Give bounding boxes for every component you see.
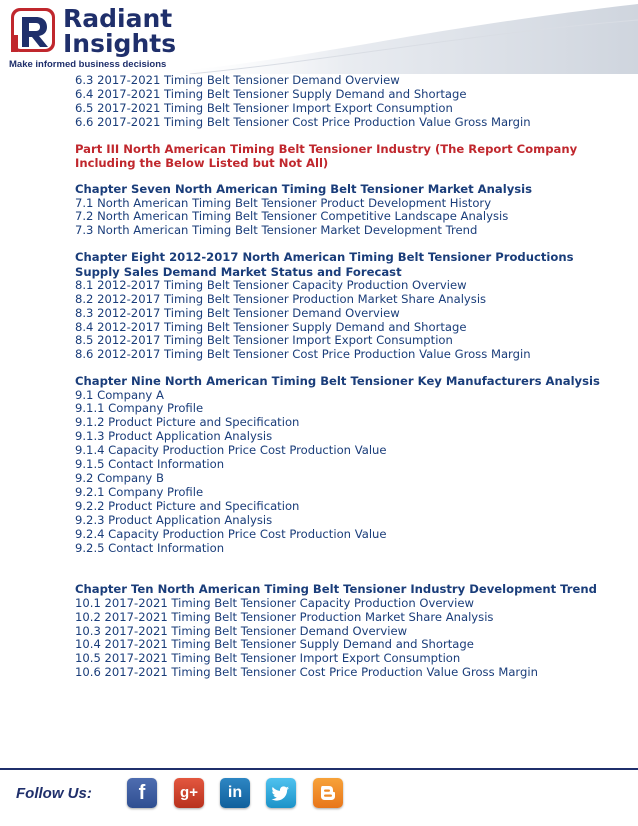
chapter-nine-title: Chapter Nine North American Timing Belt Tensioner Key Manufacturers Analysis bbox=[75, 374, 600, 389]
list-item: 8.5 2012-2017 Timing Belt Tensioner Import Export Consumption bbox=[75, 333, 453, 348]
list-item: 9.2.2 Product Picture and Specification bbox=[75, 498, 300, 513]
list-item: 10.1 2017-2021 Timing Belt Tensioner Capacity Production Overview bbox=[75, 595, 474, 610]
section-6-list bbox=[75, 74, 615, 130]
blogger-b-icon bbox=[313, 778, 343, 808]
chapter-eight-title: Chapter Eight 2012-2017 North American Timing Belt Tensioner Productions bbox=[75, 250, 574, 265]
list-item: 6.5 2017-2021 Timing Belt Tensioner Import Export Consumption bbox=[75, 100, 453, 115]
chapter-eight-title-cont: Supply Sales Demand Market Status and Forecast bbox=[75, 264, 402, 279]
list-item: 9.2.1 Company Profile bbox=[75, 484, 204, 499]
list-item: 10.6 2017-2021 Timing Belt Tensioner Cost Price Production Value Gross Margin bbox=[75, 665, 538, 680]
list-item: 8.3 2012-2017 Timing Belt Tensioner Demand Overview bbox=[75, 305, 400, 320]
list-item: 9.2.5 Contact Information bbox=[75, 540, 225, 555]
chapter-seven-title: Chapter Seven North American Timing Belt Tensioner Market Analysis bbox=[75, 182, 533, 197]
chapter-ten-title: Chapter Ten North American Timing Belt Tensioner Industry Development Trend bbox=[75, 582, 597, 597]
page-header bbox=[0, 0, 638, 74]
list-item: 6.3 2017-2021 Timing Belt Tensioner Demand Overview bbox=[75, 73, 400, 87]
list-item: 9.1 Company A bbox=[75, 387, 164, 402]
follow-us-label: Follow Us: bbox=[16, 785, 92, 802]
twitter-bird-icon bbox=[266, 778, 296, 808]
list-item: 9.2.3 Product Application Analysis bbox=[75, 512, 273, 527]
list-item: 8.2 2012-2017 Timing Belt Tensioner Production Market Share Analysis bbox=[75, 291, 487, 306]
list-item: 6.4 2017-2021 Timing Belt Tensioner Supply Demand and Shortage bbox=[75, 86, 467, 101]
linkedin-icon[interactable]: in bbox=[220, 778, 250, 808]
list-item: 8.4 2012-2017 Timing Belt Tensioner Supply Demand and Shortage bbox=[75, 319, 467, 334]
list-item: 9.1.1 Company Profile bbox=[75, 401, 204, 416]
list-item: 7.2 North American Timing Belt Tensioner Competitive Landscape Analysis bbox=[75, 209, 509, 224]
list-item: 9.2 Company B bbox=[75, 471, 164, 485]
list-item: 9.1.5 Contact Information bbox=[75, 457, 225, 472]
twitter-icon[interactable] bbox=[266, 778, 296, 808]
list-item: 10.4 2017-2021 Timing Belt Tensioner Supply Demand and Shortage bbox=[75, 637, 474, 652]
google-plus-icon[interactable]: g+ bbox=[174, 778, 204, 808]
brand-tagline: Make informed business decisions bbox=[9, 59, 167, 70]
footer-divider bbox=[0, 768, 638, 770]
facebook-icon[interactable]: f bbox=[127, 778, 157, 808]
blogger-icon[interactable] bbox=[313, 778, 343, 808]
list-item: 7.1 North American Timing Belt Tensioner Product Development History bbox=[75, 195, 492, 210]
list-item: 9.2.4 Capacity Production Price Cost Production Value bbox=[75, 526, 387, 541]
part-three-heading-cont: Including the Below Listed but Not All) bbox=[75, 155, 329, 170]
brand-name-line2: Insights bbox=[63, 29, 177, 58]
list-item: 7.3 North American Timing Belt Tensioner Market Development Trend bbox=[75, 223, 478, 238]
part-three-heading: Part III North American Timing Belt Tensioner Industry (The Report Company bbox=[75, 141, 578, 156]
list-item: 10.3 2017-2021 Timing Belt Tensioner Demand Overview bbox=[75, 623, 408, 638]
list-item: 10.2 2017-2021 Timing Belt Tensioner Production Market Share Analysis bbox=[75, 609, 494, 624]
brand-name-line1: Radiant bbox=[63, 4, 173, 33]
table-of-contents bbox=[75, 74, 615, 680]
radiant-r-logo-icon bbox=[8, 5, 60, 57]
list-item: 9.1.3 Product Application Analysis bbox=[75, 429, 273, 444]
list-item: 6.6 2017-2021 Timing Belt Tensioner Cost Price Production Value Gross Margin bbox=[75, 114, 531, 129]
list-item: 8.6 2012-2017 Timing Belt Tensioner Cost Price Production Value Gross Margin bbox=[75, 347, 531, 362]
page-footer bbox=[0, 772, 638, 816]
list-item: 9.1.2 Product Picture and Specification bbox=[75, 415, 300, 430]
header-swoosh-decoration bbox=[150, 0, 638, 74]
list-item: 9.1.4 Capacity Production Price Cost Production Value bbox=[75, 443, 387, 458]
list-item: 10.5 2017-2021 Timing Belt Tensioner Import Export Consumption bbox=[75, 651, 461, 666]
list-item: 8.1 2012-2017 Timing Belt Tensioner Capacity Production Overview bbox=[75, 277, 467, 292]
